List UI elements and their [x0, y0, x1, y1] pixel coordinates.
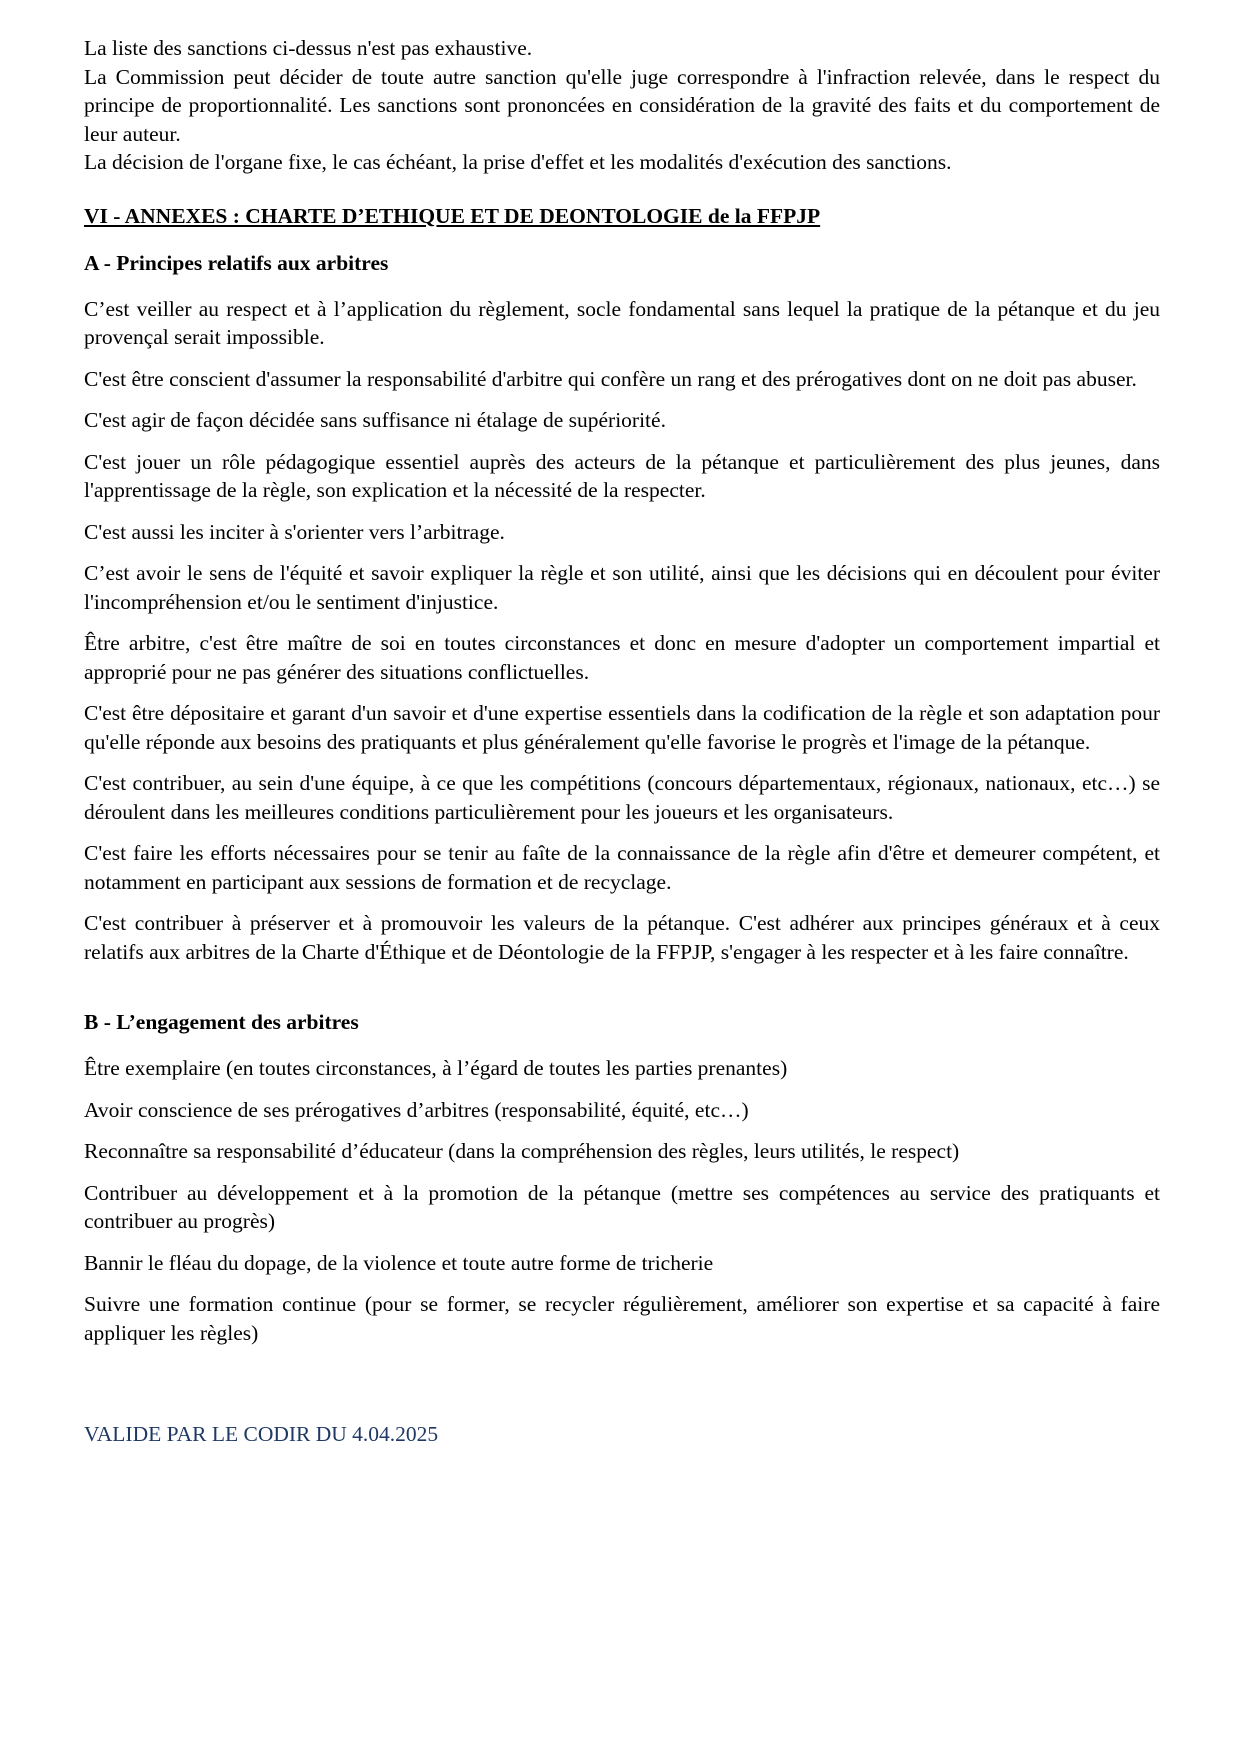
part-a-paragraphs [84, 295, 1160, 967]
paragraph: C'est contribuer à préserver et à promouvoir les valeurs de la pétanque. C'est adhérer aux principes généraux et à ceux relatifs aux arbitres de la Charte d'Éthique et de Déontologie de la FFPJP, s'engager à les respecter et à les faire connaître. [84, 911, 1160, 964]
paragraph: Suivre une formation continue (pour se former, se recycler régulièrement, améliorer son expertise et sa capacité à faire appliquer les règles) [84, 1292, 1160, 1345]
intro-line: La liste des sanctions ci-dessus n'est pas exhaustive. [84, 36, 533, 60]
paragraph: C'est être conscient d'assumer la responsabilité d'arbitre qui confère un rang et des prérogatives dont on ne doit pas abuser. [84, 366, 1137, 391]
part-a-title: A - Principes relatifs aux arbitres [84, 250, 389, 275]
part-b-title: B - L’engagement des arbitres [84, 1010, 359, 1034]
document-page [84, 34, 1160, 1448]
paragraph: C'est aussi les inciter à s'orienter vers l’arbitrage. [84, 519, 505, 544]
paragraph: C'est faire les efforts nécessaires pour se tenir au faîte de la connaissance de la règle afin d'être et demeurer compétent, et notamment en participant aux sessions de formation et de recyclage. [84, 841, 1160, 894]
paragraph: Être arbitre, c'est être maître de soi en toutes circonstances et donc en mesure d'adopter un comportement impartial et approprié pour ne pas générer des situations conflictuelles. [84, 631, 1160, 684]
paragraph: C'est être dépositaire et garant d'un savoir et d'une expertise essentiels dans la codification de la règle et son adaptation pour qu'elle réponde aux besoins des pratiquants et plus généralement qu'elle favorise le progrès et l'image de la pétanque. [84, 701, 1160, 754]
paragraph: Être exemplaire (en toutes circonstances, à l’égard de toutes les parties prenantes) [84, 1056, 788, 1080]
paragraph: C’est avoir le sens de l'équité et savoir expliquer la règle et son utilité, ainsi que les décisions qui en découlent pour éviter l'incompréhension et/ou le sentiment d'injustice. [84, 561, 1160, 614]
paragraph: C'est agir de façon décidée sans suffisance ni étalage de supériorité. [84, 408, 666, 432]
paragraph: C’est veiller au respect et à l’application du règlement, socle fondamental sans lequel la pratique de la pétanque et du jeu provençal serait impossible. [84, 296, 1160, 349]
intro-line: La décision de l'organe fixe, le cas échéant, la prise d'effet et les modalités d'exécution des sanctions. [84, 150, 952, 174]
paragraph: Bannir le fléau du dopage, de la violence et toute autre forme de tricherie [84, 1250, 714, 1275]
paragraph: Reconnaître sa responsabilité d’éducateur (dans la compréhension des règles, leurs utilités, le respect) [84, 1139, 960, 1163]
paragraph: C'est jouer un rôle pédagogique essentiel auprès des acteurs de la pétanque et particulièrement des plus jeunes, dans l'apprentissage de la règle, son explication et la nécessité de la respecter. [84, 449, 1160, 502]
paragraph: C'est contribuer, au sein d'une équipe, à ce que les compétitions (concours départementaux, régionaux, nationaux, etc…) se déroulent dans les meilleures conditions particulièrement pour les joueurs et les organisateurs. [84, 771, 1160, 824]
intro-line: La Commission peut décider de toute autre sanction qu'elle juge correspondre à l'infraction relevée, dans le respect du principe de proportionnalité. Les sanctions sont prononcées en considération de la gravité des faits et du comportement de leur auteur. [84, 64, 1160, 146]
intro-block [84, 34, 1160, 177]
section-title: VI - ANNEXES : CHARTE D’ETHIQUE ET DE DEONTOLOGIE de la FFPJP [84, 203, 821, 228]
validation-note: VALIDE PAR LE CODIR DU 4.04.2025 [84, 1422, 439, 1446]
paragraph: Avoir conscience de ses prérogatives d’arbitres (responsabilité, équité, etc…) [84, 1097, 749, 1122]
paragraph: Contribuer au développement et à la promotion de la pétanque (mettre ses compétences au service des pratiquants et contribuer au progrès) [84, 1180, 1160, 1233]
part-b-paragraphs [84, 1054, 1160, 1347]
